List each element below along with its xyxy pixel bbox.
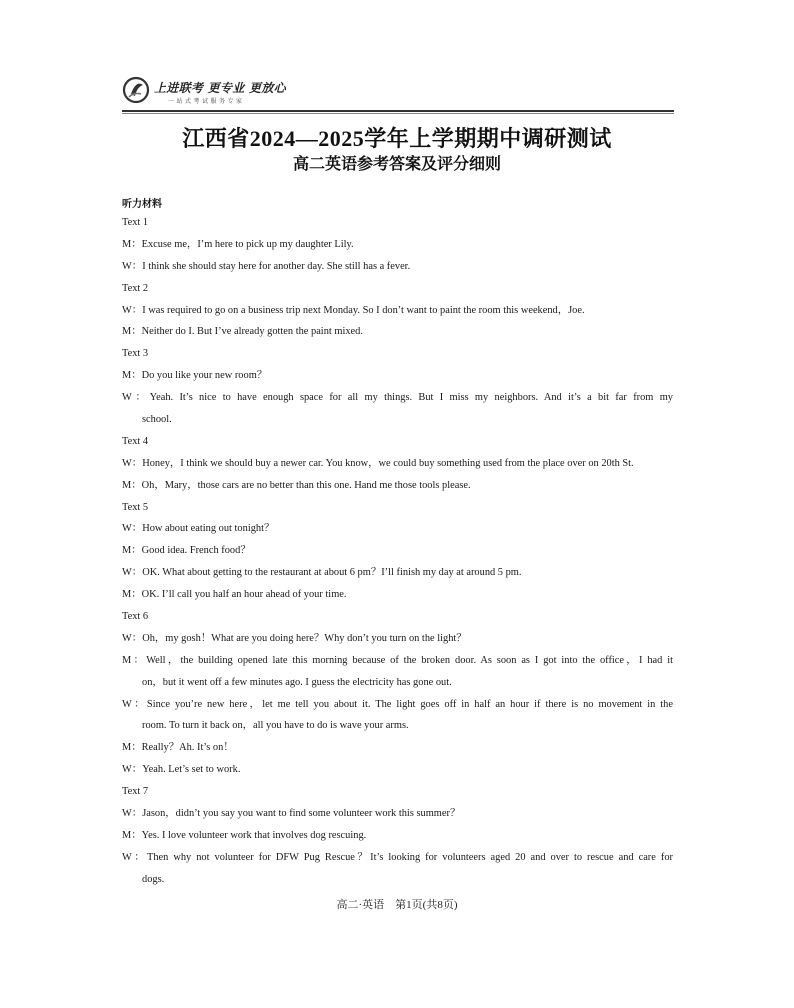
dialogue-line: M：Really？Ah. It’s on！: [122, 742, 234, 754]
section-label: 听力材料: [122, 199, 162, 210]
page-header: [122, 74, 674, 112]
dialogue-line: M：Excuse me，I’m here to pick up my daughter Lily.: [122, 238, 354, 250]
text-heading: Text 5: [122, 501, 149, 513]
dialogue-line: M：Oh，Mary，those cars are no better than this one. Hand me those tools please.: [122, 479, 471, 491]
text-heading: Text 6: [122, 611, 149, 623]
dialogue-line: M：OK. I’ll call you half an hour ahead of your time.: [122, 589, 347, 601]
text-heading: Text 7: [122, 786, 149, 798]
dialogue-line: W：Since you’re new here，let me tell you about it. The light goes off in half an hour if there is no movement in the: [122, 698, 673, 710]
dialogue-line: W：Honey，I think we should buy a newer car. You know，we could buy something used from the place over on 20th St.: [122, 457, 634, 469]
dialogue-line: W：I was required to go on a business trip next Monday. So I don’t want to paint the room this weekend，Joe.: [122, 304, 585, 316]
dialogue-line: W：OK. What about getting to the restaurant at about 6 pm？I’ll finish my day at around 5 pm.: [122, 567, 522, 579]
transcript: [122, 212, 673, 891]
page-title: 江西省2024—2025学年上学期期中调研测试: [182, 126, 612, 151]
dialogue-line: M：Yes. I love volunteer work that involves dog rescuing.: [122, 829, 367, 841]
dialogue-line: W：Oh，my gosh！What are you doing here？Why don’t you turn on the light？: [122, 632, 467, 644]
text-heading: Text 4: [122, 435, 149, 447]
page-footer: 高二·英语 第1页(共8页): [336, 899, 458, 911]
dialogue-line: W：How about eating out tonight？: [122, 523, 275, 535]
dialogue-line: W：Yeah. It’s nice to have enough space for all my things. But I miss my neighbors. And it’s a bit far from my: [122, 392, 673, 404]
dialogue-line: W：Then why not volunteer for DFW Pug Rescue？It’s looking for volunteers aged 20 and over to rescue and care for: [122, 851, 673, 863]
brand-logo-icon: [122, 76, 150, 104]
header-rule-thin: [122, 113, 674, 114]
dialogue-line: W：Jason，didn’t you say you want to find some volunteer work this summer？: [122, 808, 461, 820]
brand-tagline: 一站式考试服务专家: [168, 98, 245, 105]
dialogue-line-continued: on，but it went off a few minutes ago. I guess the electricity has gone out.: [142, 676, 452, 688]
header-rule: [122, 110, 674, 112]
dialogue-line: W：Yeah. Let’s set to work.: [122, 764, 241, 776]
dialogue-line: M：Good idea. French food？: [122, 545, 251, 557]
dialogue-line: W：I think she should stay here for another day. She still has a fever.: [122, 260, 411, 272]
text-heading: Text 1: [122, 217, 149, 228]
text-heading: Text 3: [122, 348, 149, 360]
dialogue-line-continued: room. To turn it back on，all you have to do is wave your arms.: [142, 720, 409, 732]
dialogue-line: M：Neither do I. But I’ve already gotten the paint mixed.: [122, 326, 363, 338]
dialogue-line: M：Do you like your new room？: [122, 370, 268, 382]
dialogue-line-continued: school.: [142, 414, 172, 426]
text-heading: Text 2: [122, 282, 149, 294]
page-subtitle: 高二英语参考答案及评分细则: [292, 154, 501, 173]
dialogue-line-continued: dogs.: [142, 873, 165, 885]
dialogue-line: M：Well，the building opened late this morning because of the broken door. As soon as I got into the office，I had it: [122, 654, 673, 666]
brand-name: 上进联考 更专业 更放心: [154, 81, 286, 95]
